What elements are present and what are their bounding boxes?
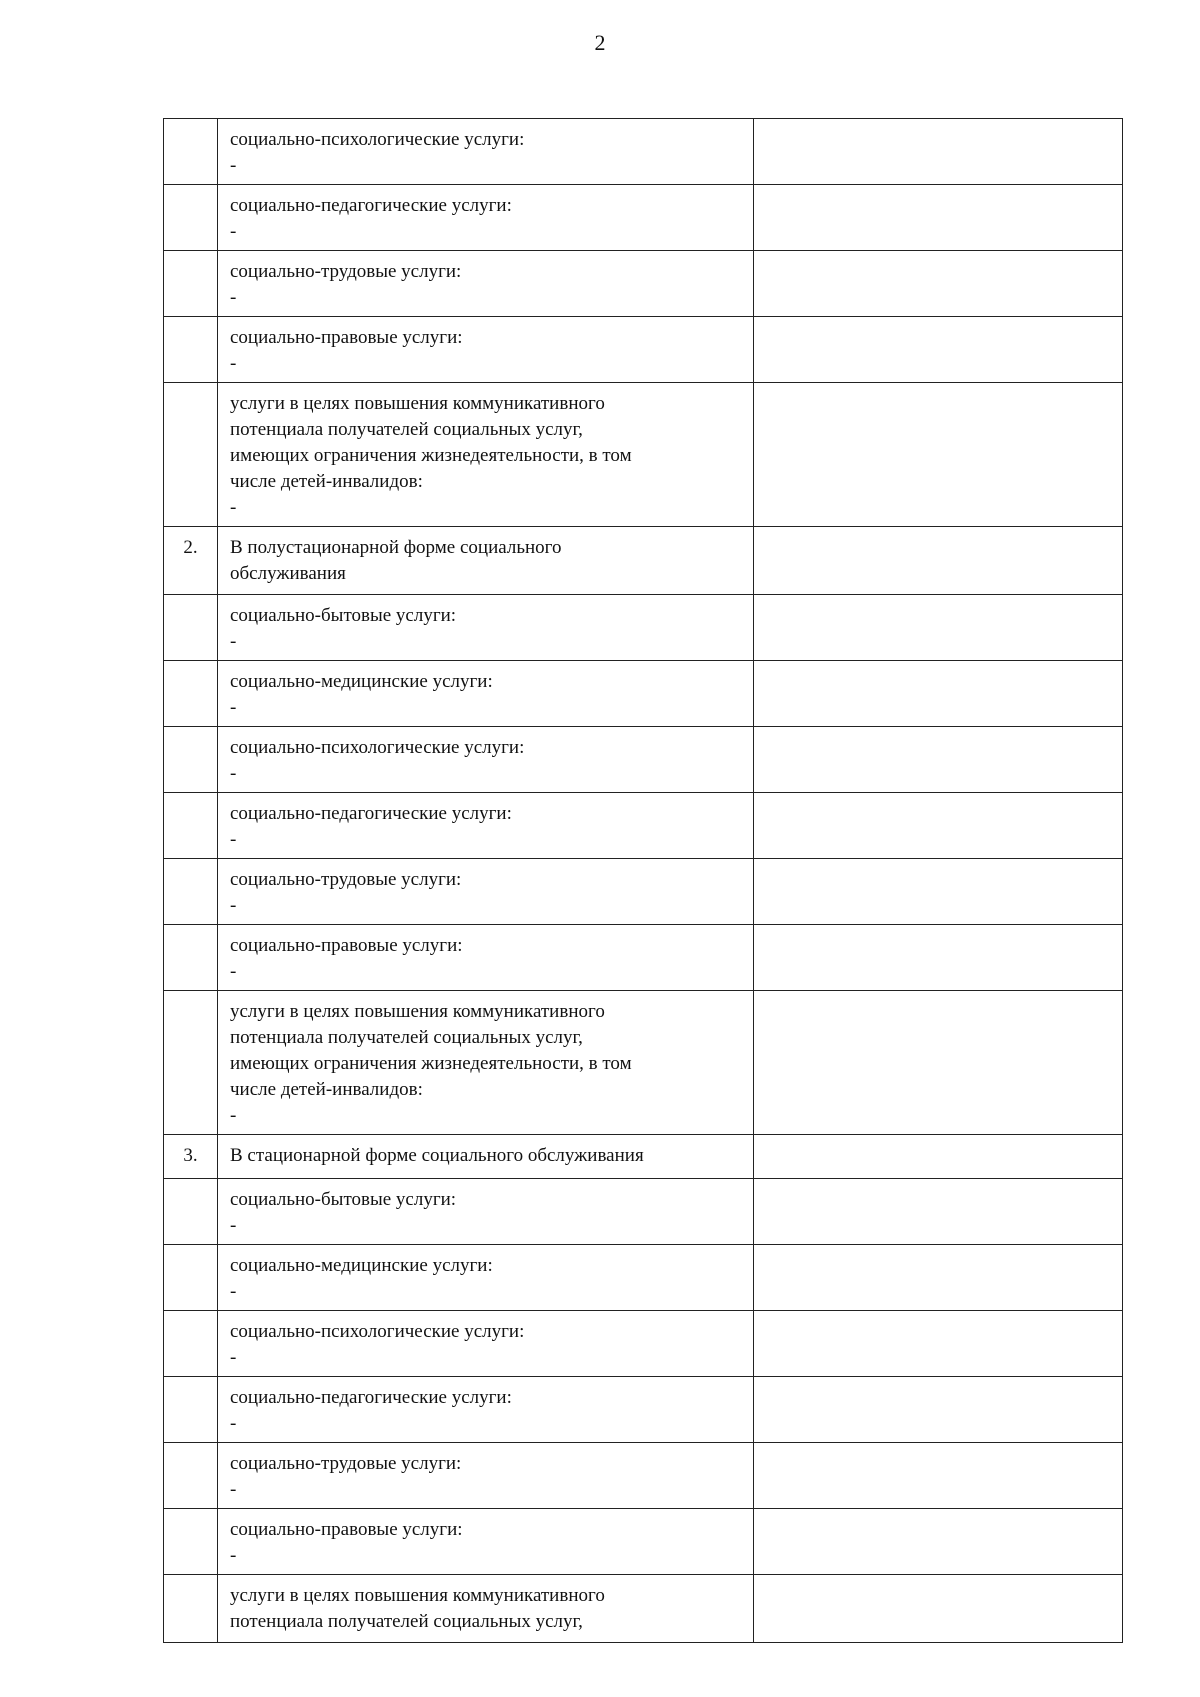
row-text: социально-трудовые услуги: - [218, 1443, 754, 1509]
table-row [164, 1311, 1123, 1377]
row-value [754, 383, 1123, 527]
row-text: социально-бытовые услуги: - [218, 1179, 754, 1245]
row-value [754, 727, 1123, 793]
row-text: социально-трудовые услуги: - [218, 251, 754, 317]
table-row [164, 317, 1123, 383]
table-row [164, 1575, 1123, 1643]
row-text: социально-правовые услуги: - [218, 925, 754, 991]
row-value [754, 859, 1123, 925]
section-row [164, 527, 1123, 595]
row-text: социально-психологические услуги: - [218, 727, 754, 793]
row-number [164, 1245, 218, 1311]
row-value [754, 595, 1123, 661]
row-value [754, 1377, 1123, 1443]
table-row [164, 119, 1123, 185]
table-row [164, 383, 1123, 527]
row-number [164, 661, 218, 727]
section-row [164, 1135, 1123, 1179]
row-number [164, 1509, 218, 1575]
table-row [164, 251, 1123, 317]
row-number [164, 1377, 218, 1443]
table-row [164, 793, 1123, 859]
row-value [754, 925, 1123, 991]
row-number [164, 859, 218, 925]
table-row [164, 991, 1123, 1135]
row-value [754, 1575, 1123, 1643]
table-row [164, 595, 1123, 661]
table-row [164, 185, 1123, 251]
section-title: В стационарной форме социального обслуживания [218, 1135, 754, 1179]
row-number [164, 185, 218, 251]
row-number [164, 1443, 218, 1509]
row-number [164, 727, 218, 793]
row-value [754, 1245, 1123, 1311]
row-value [754, 251, 1123, 317]
row-value [754, 1179, 1123, 1245]
row-text: услуги в целях повышения коммуникативного потенциала получателей социальных услуг, имеющих ограничения жизнедеятельности, в том числе детей-инвалидов: - [218, 383, 754, 527]
table-row [164, 1509, 1123, 1575]
row-value [754, 793, 1123, 859]
row-number [164, 317, 218, 383]
row-text: социально-психологические услуги: - [218, 119, 754, 185]
row-value [754, 991, 1123, 1135]
table-row [164, 727, 1123, 793]
row-value [754, 119, 1123, 185]
table-row [164, 859, 1123, 925]
row-number [164, 925, 218, 991]
row-text: социально-психологические услуги: - [218, 1311, 754, 1377]
table-row [164, 925, 1123, 991]
row-value [754, 1311, 1123, 1377]
row-text: социально-правовые услуги: - [218, 317, 754, 383]
page-number: 2 [594, 30, 606, 55]
row-value [754, 527, 1123, 595]
row-text: услуги в целях повышения коммуникативного потенциала получателей социальных услуг, имеющих ограничения жизнедеятельности, в том числе детей-инвалидов: - [218, 991, 754, 1135]
row-number [164, 991, 218, 1135]
row-text: социально-медицинские услуги: - [218, 661, 754, 727]
row-value [754, 317, 1123, 383]
row-text: услуги в целях повышения коммуникативного потенциала получателей социальных услуг, [218, 1575, 754, 1643]
row-text: социально-педагогические услуги: - [218, 1377, 754, 1443]
table-row [164, 661, 1123, 727]
row-number [164, 119, 218, 185]
table-row [164, 1179, 1123, 1245]
row-text: социально-педагогические услуги: - [218, 793, 754, 859]
row-number [164, 1179, 218, 1245]
table-row [164, 1377, 1123, 1443]
row-number [164, 1311, 218, 1377]
section-title: В полустационарной форме социального обслуживания [218, 527, 754, 595]
section-number: 2. [164, 527, 218, 595]
row-text: социально-бытовые услуги: - [218, 595, 754, 661]
section-number: 3. [164, 1135, 218, 1179]
row-text: социально-педагогические услуги: - [218, 185, 754, 251]
row-text: социально-правовые услуги: - [218, 1509, 754, 1575]
table-row [164, 1443, 1123, 1509]
row-value [754, 661, 1123, 727]
row-value [754, 1509, 1123, 1575]
row-text: социально-медицинские услуги: - [218, 1245, 754, 1311]
row-text: социально-трудовые услуги: - [218, 859, 754, 925]
row-number [164, 595, 218, 661]
services-table [163, 118, 1123, 1643]
row-number [164, 1575, 218, 1643]
row-value [754, 1135, 1123, 1179]
row-number [164, 251, 218, 317]
row-number [164, 383, 218, 527]
row-number [164, 793, 218, 859]
row-value [754, 1443, 1123, 1509]
table-row [164, 1245, 1123, 1311]
row-value [754, 185, 1123, 251]
